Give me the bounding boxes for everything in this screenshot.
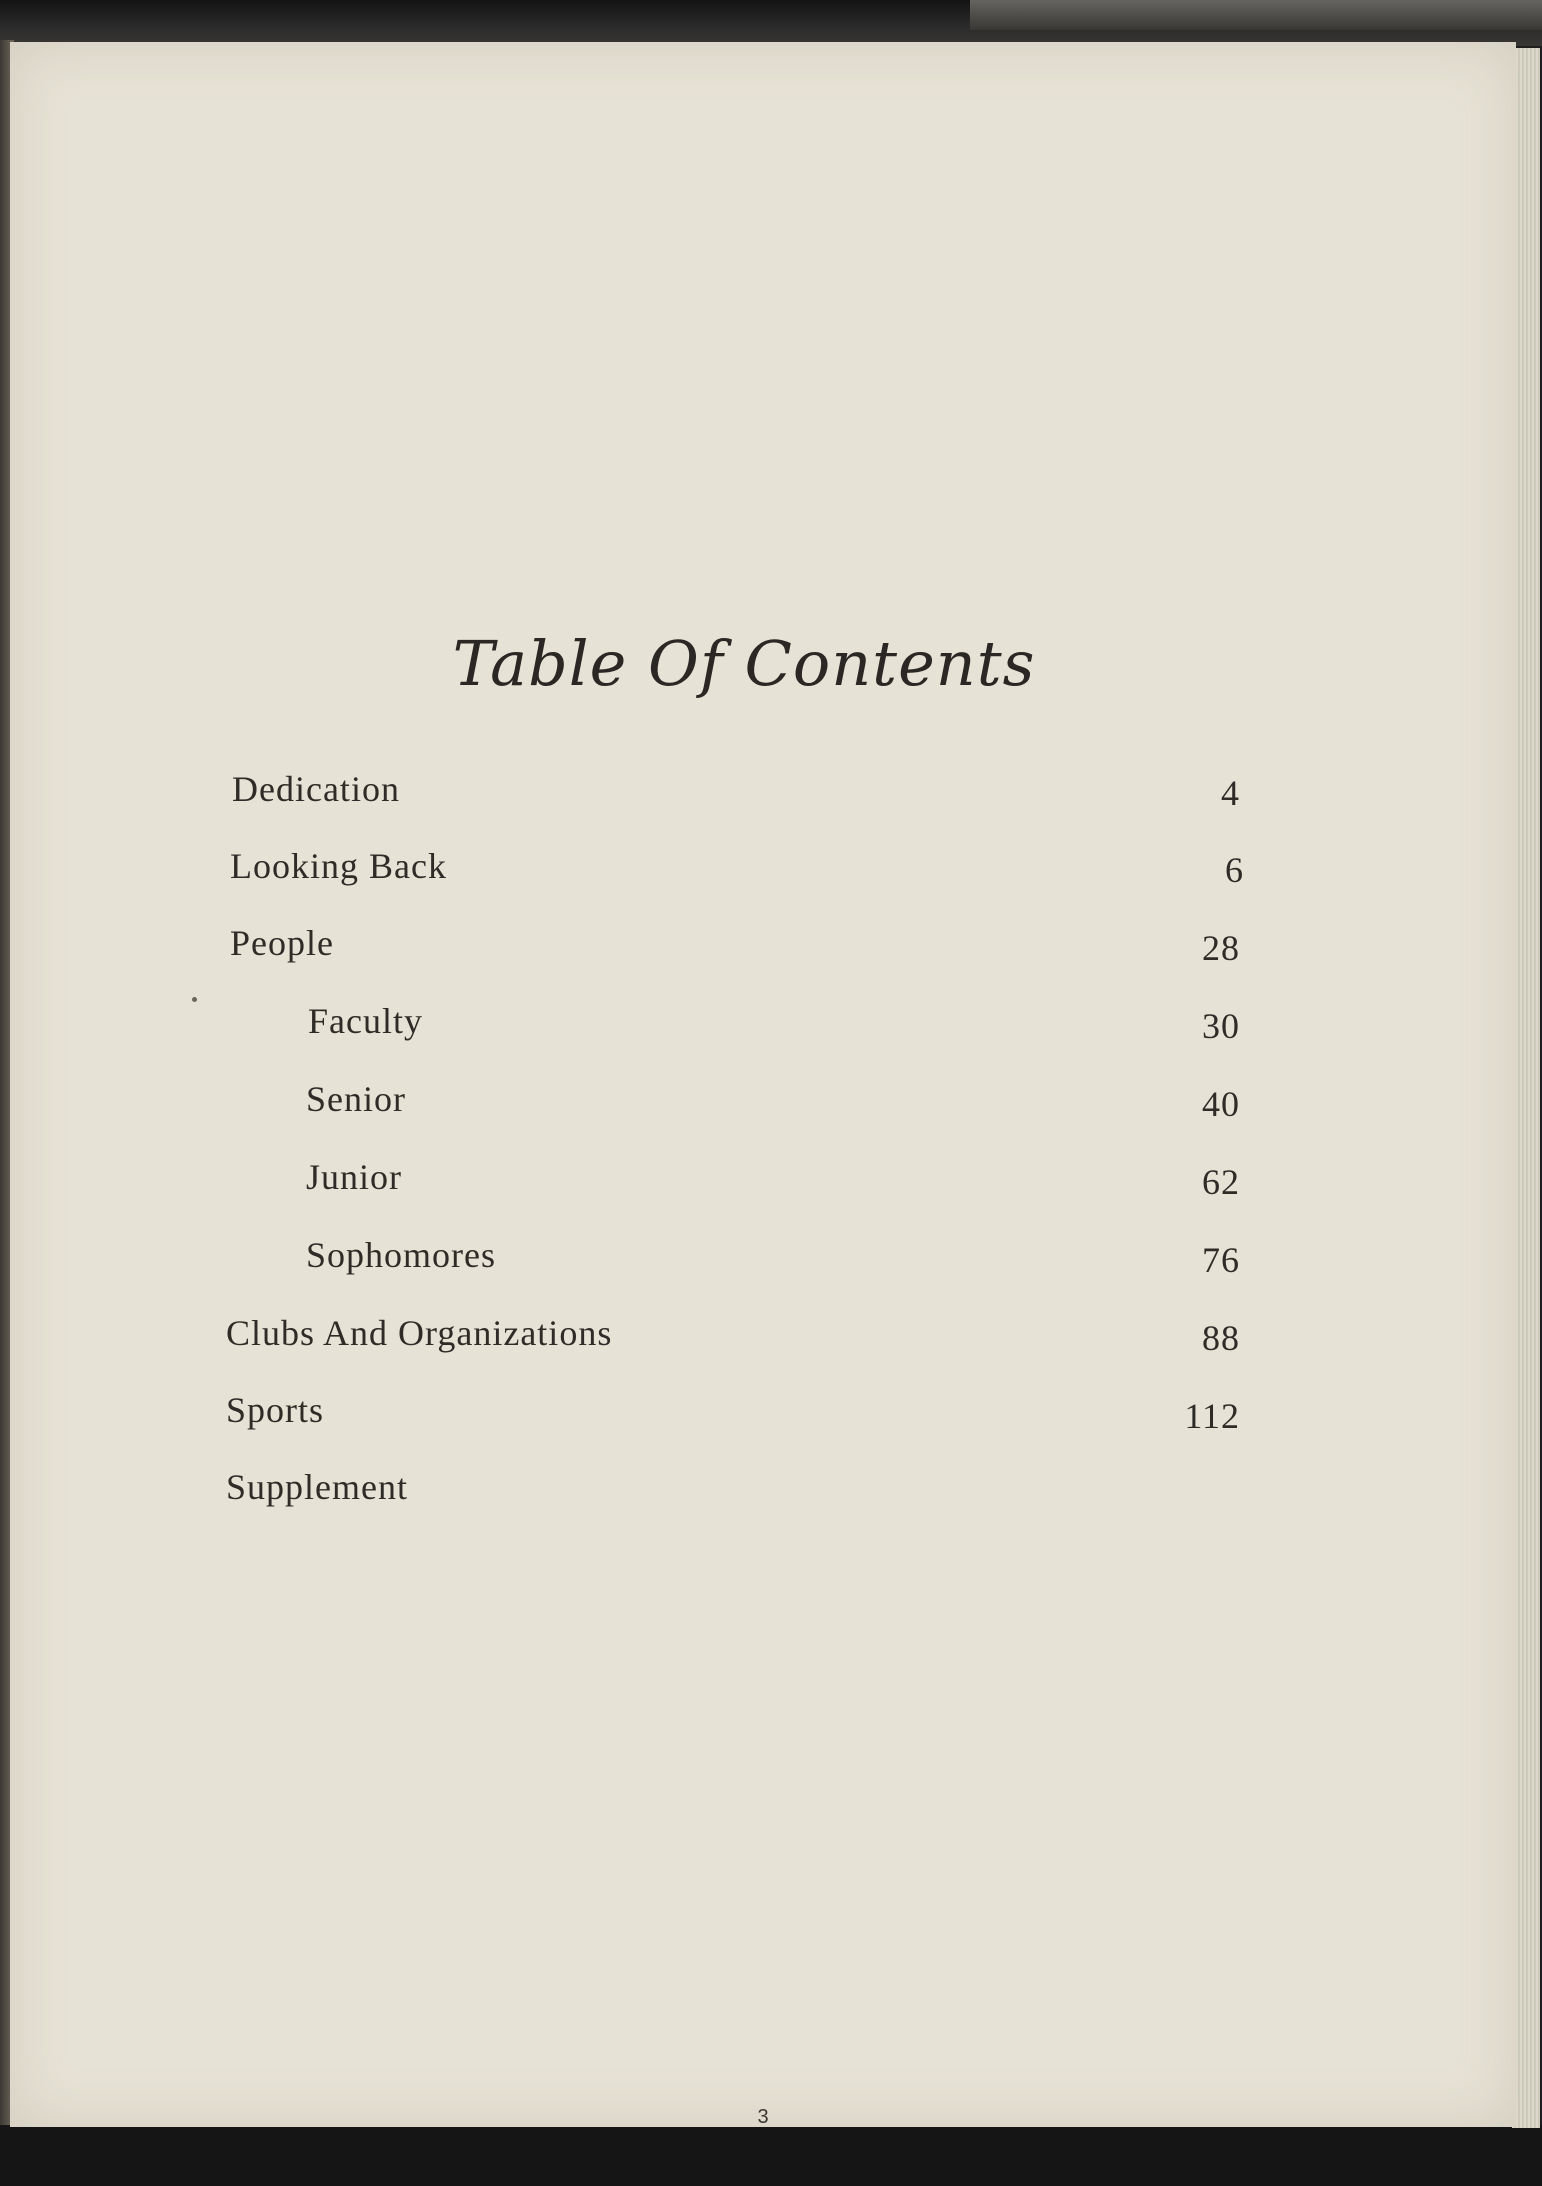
toc-entry-label: Clubs And Organizations — [226, 1313, 613, 1353]
toc-entry-label: People — [230, 923, 334, 963]
toc-entry-page: 4 — [1221, 773, 1240, 813]
toc-entry-page: 6 — [1225, 850, 1244, 890]
book-page — [10, 42, 1516, 2127]
page-title: Table Of Contents — [452, 627, 1036, 700]
toc-entry-page: 30 — [1202, 1006, 1240, 1046]
page-number: 3 — [757, 2106, 769, 2128]
toc-entry-page: 40 — [1202, 1084, 1240, 1124]
toc-entry-label: Supplement — [226, 1467, 408, 1507]
toc-subentry-label: Junior — [306, 1157, 402, 1197]
toc-entry-label: Looking Back — [230, 846, 447, 886]
page-stack-edge — [1512, 48, 1540, 2128]
toc-entry-page: 88 — [1202, 1318, 1240, 1358]
toc-entry-label: Dedication — [232, 769, 400, 809]
toc-entry-label: Sports — [226, 1390, 325, 1430]
toc-entry-page: 62 — [1202, 1162, 1240, 1202]
toc-entry-page: 76 — [1202, 1240, 1240, 1280]
toc-subentry-label: Senior — [306, 1079, 406, 1119]
scanner-bottom-border — [0, 2125, 1542, 2186]
scanner-glare — [970, 0, 1542, 30]
toc-entry-page: 112 — [1184, 1396, 1240, 1436]
toc-entry-page: 28 — [1202, 928, 1240, 968]
toc-subentry-label: Sophomores — [306, 1235, 496, 1275]
toc-subentry-label: Faculty — [308, 1001, 423, 1041]
print-speck — [192, 997, 197, 1002]
